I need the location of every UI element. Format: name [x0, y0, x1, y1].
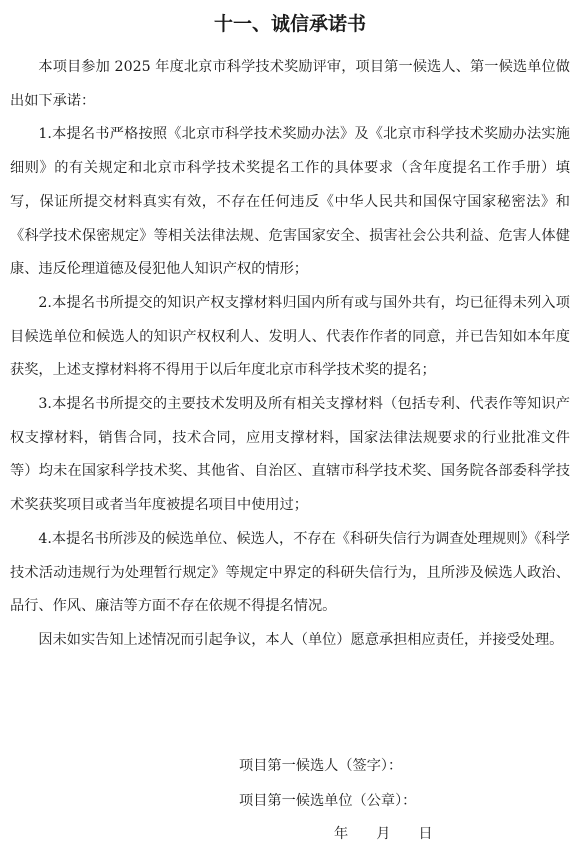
commitment-item-1: 1.本提名书严格按照《北京市科学技术奖励办法》及《北京市科学技术奖励办法实施细则》的有关规定和北京市科学技术奖提名工作的具体要求（含年度提名工作手册）填写，保证所提交材料真实有效，不存在任何违反《中华人民共和国保守国家秘密法》和《科学技术保密规定》等相关法律法规、危害国家安全、损害社会公共利益、危害人体健康、违反伦理道德及侵犯他人知识产权的情形； — [10, 126, 570, 278]
date-day-label: 日 — [418, 826, 433, 842]
document-title: 十一、诚信承诺书 — [213, 13, 366, 35]
date-month-label: 月 — [376, 826, 391, 842]
signature-date-line — [334, 824, 433, 844]
date-year-label: 年 — [334, 826, 349, 842]
commitment-item-2: 2.本提名书所提交的知识产权支撑材料归国内所有或与国外共有，均已征得未列入项目候选单位和候选人的知识产权权利人、发明人、代表作作者的同意，并已告知如本年度获奖，上述支撑材料将不得用于以后年度北京市科学技术奖的提名； — [10, 294, 570, 379]
intro-paragraph: 本项目参加 2025 年度北京市科学技术奖励评审，项目第一候选人、第一候选单位做出如下承诺： — [10, 59, 570, 109]
commitment-item-4: 4.本提名书所涉及的候选单位、候选人，不存在《科研失信行为调查处理规则》《科学技术活动违规行为处理暂行规定》等规定中界定的科研失信行为，且所涉及候选人政治、品行、作风、廉洁等方面不存在依规不得提名情况。 — [10, 530, 570, 615]
unit-seal-line: 项目第一候选单位（公章）： — [239, 793, 417, 809]
closing-paragraph: 因未如实告知上述情况而引起争议，本人（单位）愿意承担相应责任，并接受处理。 — [38, 631, 564, 648]
commitment-item-3: 3.本提名书所提交的主要技术发明及所有相关支撑材料（包括专利、代表作等知识产权支撑材料，销售合同，技术合同，应用支撑材料，国家法律法规要求的行业批准文件等）均未在国家科学技术奖、其他省、自治区、直辖市科学技术奖、国务院各部委科学技术奖获奖项目或者当年度被提名项目中使用过； — [10, 396, 570, 514]
candidate-signature-line: 项目第一候选人（签字）： — [239, 758, 403, 774]
document-body — [10, 51, 570, 658]
